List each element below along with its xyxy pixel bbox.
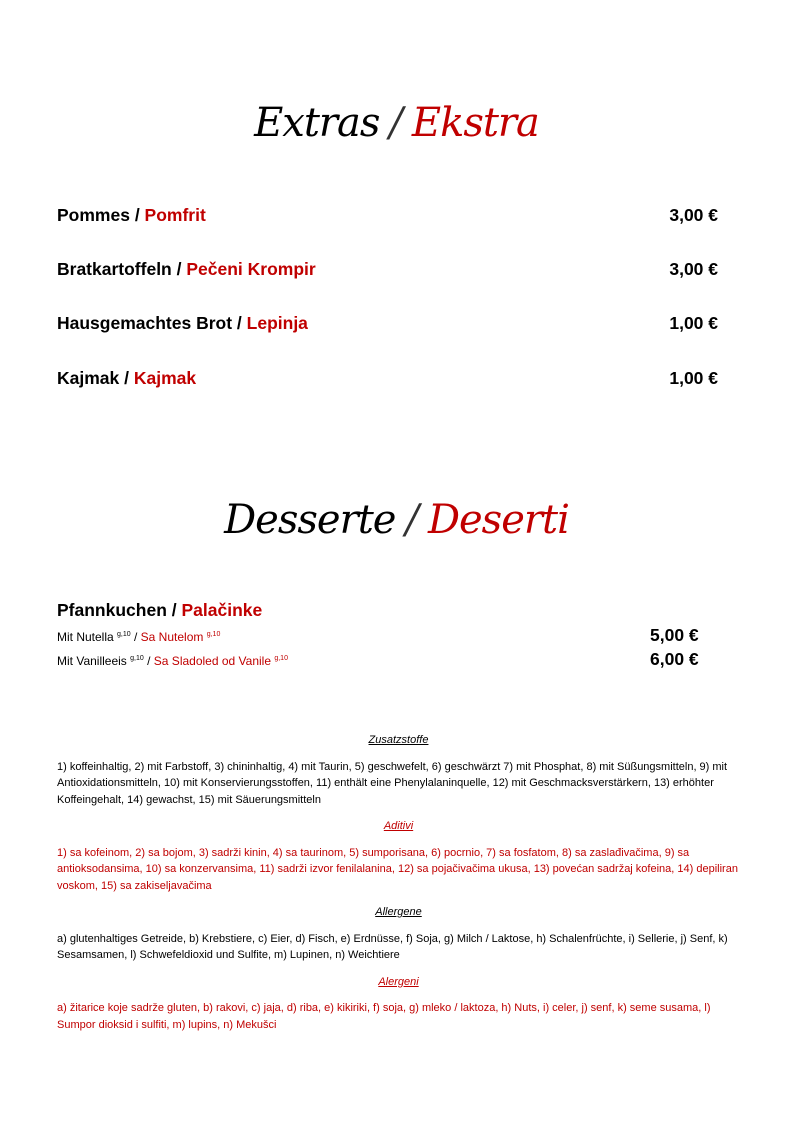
extras-title-bs: Ekstra — [411, 100, 539, 146]
menu-item: Pfannkuchen / Palačinke — [57, 600, 263, 620]
zusatzstoffe-text: 1) koffeinhaltig, 2) mit Farbstoff, 3) chininhaltig, 4) mit Taurin, 5) geschwefelt, 6) geschwärzt 7) mit Phosphat, 8) mit Süßungsmitteln, 9) mit Antioxidationsmitteln, 10) mit Konservierungsstoffen, 11) enthält eine Phenylalaninquelle, 12) mit Geschmacksverstärkern, 13) erhöhter Koffeingehalt, 14) gewachst, 15) mit Säuerungsmitteln — [57, 760, 728, 806]
variant-name-de: Mit Vanilleeis — [57, 654, 127, 668]
item-name-de: Bratkartoffeln — [57, 259, 172, 279]
extras-heading — [0, 100, 793, 146]
variant-price: 5,00 € — [650, 625, 699, 645]
menu-item: Bratkartoffeln / Pečeni Krompir 3,00 € — [57, 259, 718, 279]
desserts-title-bs: Deserti — [427, 497, 569, 543]
allergen-codes: g,10 — [274, 655, 288, 662]
menu-item: Kajmak / Kajmak 1,00 € — [57, 368, 718, 388]
alergeni-text: a) žitarice koje sadrže gluten, b) rakovi, c) jaja, d) riba, e) kikiriki, f) soja, g) mleko / laktoza, h) Nuts, i) celer, j) senf, k) seme susama, l) Sumpor dioksid i sulfiti, m) lupins, n) Mekušci — [57, 1002, 711, 1031]
item-name-bs: Lepinja — [246, 313, 308, 333]
allergen-codes: g,10 — [130, 655, 144, 662]
variant-price: 6,00 € — [650, 649, 699, 669]
item-name-de: Hausgemachtes Brot — [57, 313, 233, 333]
menu-item: Hausgemachtes Brot / Lepinja 1,00 € — [57, 313, 718, 333]
zusatzstoffe-title: Zusatzstoffe — [368, 734, 429, 746]
aditivi-text: 1) sa kofeinom, 2) sa bojom, 3) sadrži kinin, 4) sa taurinom, 5) sumporisana, 6) pocrnio, 7) sa fosfatom, 8) sa zaslađivačima, 9) sa antioksodansima, 10) sa konzervansima, 11) sadrži izvor fenilalanina, 12) sa pojačivačima ukusa, 13) povećan sadržaj kofeina, 14) depiliran voskom, 15) sa zakiseljavačima — [57, 846, 738, 892]
item-price: 1,00 € — [669, 313, 718, 333]
aditivi-title: Aditivi — [383, 820, 414, 832]
dessert-variant: Mit Nutella $^{g,10}$ / Sa Nutelom $^{g,10}$ — [57, 630, 221, 644]
legend-notes — [57, 732, 740, 1043]
item-name-bs: Pečeni Krompir — [186, 259, 316, 279]
desserts-title-de: Desserte — [224, 497, 396, 543]
allergene-text: a) glutenhaltiges Getreide, b) Krebstiere, c) Eier, d) Fisch, e) Erdnüsse, f) Soja, g) Milch / Laktose, h) Schalenfrüchte, i) Sellerie, j) Senf, k) Sesamsamen, l) Schwefeldioxid und Sulfite, m) Lupinen, n) Weichtiere — [57, 932, 728, 961]
extras-title-de: Extras — [254, 100, 380, 146]
allergen-codes: g,10 — [206, 631, 221, 638]
item-name-bs: Pomfrit — [144, 205, 206, 225]
variant-name-bs: Sa Nutelom — [140, 630, 204, 644]
allergene-title: Allergene — [375, 906, 422, 918]
item-price: 1,00 € — [669, 368, 718, 388]
menu-item: Pommes / Pomfrit 3,00 € — [57, 205, 718, 225]
alergeni-title: Alergeni — [378, 975, 419, 988]
desserts-heading — [0, 497, 793, 543]
item-name-de: Pfannkuchen — [57, 600, 167, 620]
item-name-bs: Palačinke — [181, 600, 263, 620]
dessert-variant: Mit Vanilleeis $^{g,10}$ / Sa Sladoled od Vanile $^{g,10}$ — [57, 654, 288, 668]
allergen-codes: g,10 — [117, 631, 131, 638]
item-name-de: Kajmak — [57, 368, 120, 388]
item-name-bs: Kajmak — [133, 368, 197, 388]
variant-name-bs: Sa Sladoled od Vanile — [153, 654, 271, 668]
variant-name-de: Mit Nutella — [57, 630, 114, 644]
item-price: 3,00 € — [669, 205, 718, 225]
heading-separator: / — [405, 497, 418, 543]
heading-separator: / — [389, 100, 402, 146]
item-price: 3,00 € — [669, 259, 718, 279]
item-name-de: Pommes — [57, 205, 130, 225]
